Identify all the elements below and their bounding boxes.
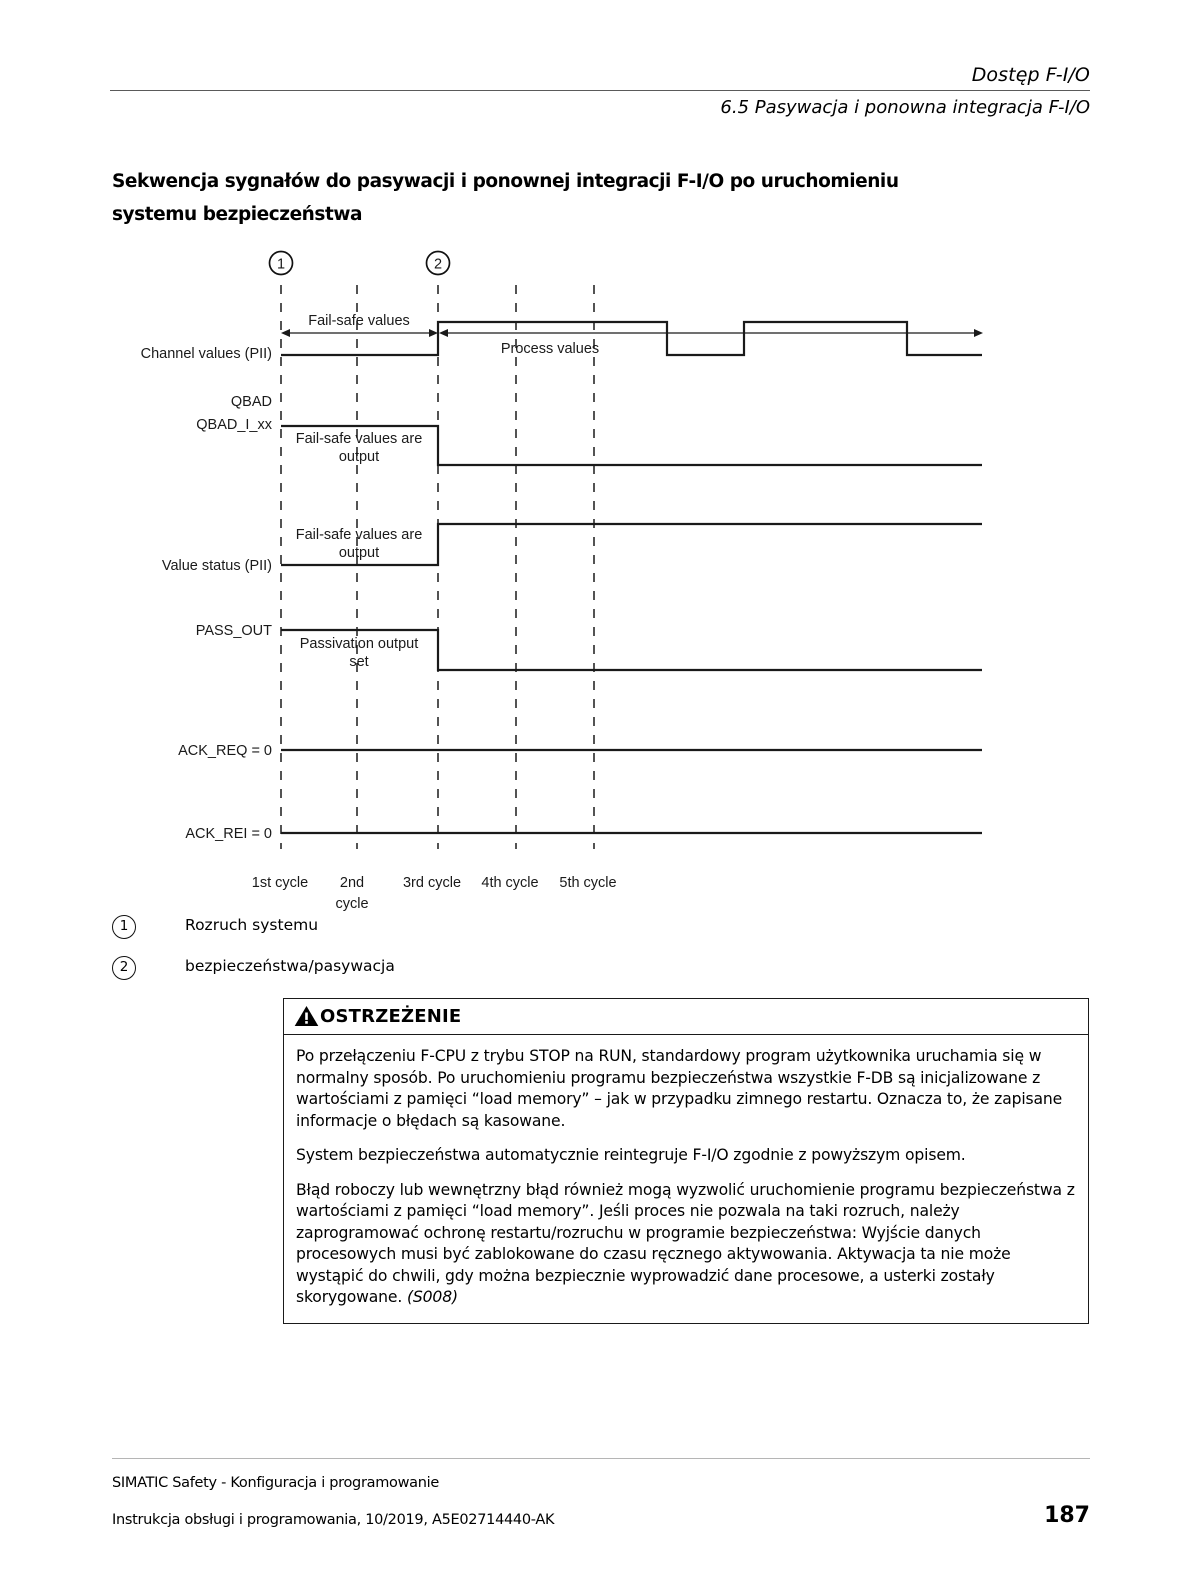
warning-triangle-icon	[294, 1005, 319, 1027]
signal-label-ack-req: ACK_REQ = 0	[178, 743, 272, 759]
legend-item	[112, 915, 812, 939]
page-running-header	[110, 62, 1090, 120]
warning-box-header	[284, 999, 1088, 1035]
signal-label-qbad-line1: QBAD	[230, 394, 272, 410]
page-number: 187	[1044, 1503, 1090, 1528]
footer-bottom-row	[112, 1503, 1090, 1528]
diagram-legend	[112, 915, 812, 997]
warning-box-body	[284, 1035, 1088, 1323]
footer-product-name: SIMATIC Safety - Konfiguracja i programowanie	[112, 1475, 439, 1491]
cycle-label-2: 2nd	[339, 875, 365, 891]
signal-label-ack-rei: ACK_REI = 0	[185, 826, 272, 842]
section-heading	[112, 165, 1012, 231]
annotation-value-status-line1: Fail-safe values are	[295, 527, 423, 543]
legend-text-1: Rozruch systemu	[185, 916, 319, 934]
cycle-label-2-line2: cycle	[335, 896, 369, 912]
annotation-pass-out-line2: set	[349, 654, 369, 670]
arrow-head-left	[281, 329, 290, 337]
annotation-value-status-line2: output	[338, 545, 380, 561]
timing-diagram	[112, 243, 1012, 918]
header-divider	[110, 90, 1090, 91]
signal-label-qbad-line2: QBAD_I_xx	[196, 417, 272, 433]
warning-paragraph-2: System bezpieczeństwa automatycznie reintegruje F-I/O zgodnie z powyższym opisem.	[296, 1146, 966, 1164]
warning-paragraph-1: Po przełączeniu F-CPU z trybu STOP na RUN, standardowy program użytkownika uruchamia się w normalny sposób. Po uruchomieniu programu bezpieczeństwa wszystkie F-DB są inicjalizowane z wartościami z pamięci “load memory” – jak w przypadku zimnego restartu. Oznacza to, że zapisane informacje o błędach są kasowane.	[296, 1047, 1063, 1130]
warning-title: OSTRZEŻENIE	[320, 1005, 462, 1027]
annotation-fail-safe-values: Fail-safe values	[308, 313, 410, 329]
annotation-pass-out-line1: Passivation output	[299, 636, 419, 652]
cycle-label-4: 4th cycle	[481, 875, 539, 891]
footer-divider	[112, 1458, 1090, 1459]
annotation-qbad-line1: Fail-safe values are	[295, 431, 423, 447]
arrow-head-right-2	[974, 329, 983, 337]
warning-paragraph-3	[296, 1180, 1076, 1309]
diagram-gridlines	[281, 285, 594, 849]
section-heading-line-2: systemu bezpieczeństwa	[112, 204, 363, 225]
annotation-qbad-line2: output	[338, 449, 380, 465]
warning-box	[283, 998, 1089, 1324]
legend-text-2: bezpieczeństwa/pasywacja	[185, 957, 395, 975]
legend-marker-2: 2	[112, 956, 136, 980]
annotation-process-values: Process values	[500, 341, 600, 357]
cycle-label-3: 3rd cycle	[402, 875, 462, 891]
legend-item	[112, 956, 812, 980]
footer-document-reference: Instrukcja obsługi i programowania, 10/2019, A5E02714440-AK	[112, 1512, 555, 1528]
arrow-head-right	[429, 329, 438, 337]
signal-label-value-status: Value status (PII)	[161, 558, 272, 574]
diagram-marker-2	[427, 252, 450, 275]
diagram-marker-1	[270, 252, 293, 275]
page-footer	[112, 1458, 1090, 1528]
svg-text:1: 1	[276, 256, 286, 273]
arrow-head-left-2	[439, 329, 448, 337]
cycle-label-5: 5th cycle	[559, 875, 617, 891]
header-title: Dostęp F-I/O	[971, 64, 1090, 86]
header-subtitle: 6.5 Pasywacja i ponowna integracja F-I/O	[720, 97, 1090, 118]
cycle-label-1: 1st cycle	[251, 875, 309, 891]
svg-text:2: 2	[433, 256, 443, 273]
warning-code-reference: (S008)	[406, 1288, 458, 1306]
signal-label-channel-values: Channel values (PII)	[140, 346, 272, 362]
section-heading-line-1: Sekwencja sygnałów do pasywacji i ponownej integracji F-I/O po uruchomieniu	[112, 171, 899, 192]
signal-label-pass-out: PASS_OUT	[195, 623, 272, 639]
legend-marker-1: 1	[112, 915, 136, 939]
warning-paragraph-3-text: Błąd roboczy lub wewnętrzny błąd również mogą wyzwolić uruchomienie programu bezpieczeństwa z wartościami z pamięci “load memory”. Jeśli proces nie pozwala na taki rozruch, należy zaprogramować ochronę restartu/rozruchu w programie bezpieczeństwa: Wyjście danych procesowych musi być zablokowane do czasu ręcznego aktywowania. Aktywacja ta nie może wystąpić do chwili, gdy można bezpiecznie wyprowadzić dane procesowe, a usterki zostały skorygowane.	[296, 1180, 1075, 1306]
